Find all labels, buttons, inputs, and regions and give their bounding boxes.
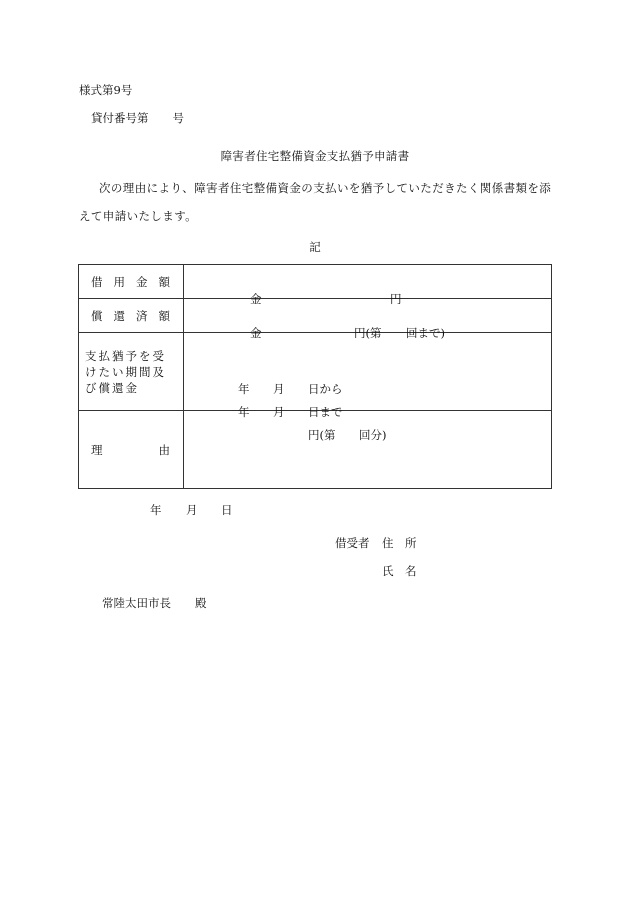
addressee: 常陸太田市長 (102, 596, 171, 610)
deferral-field[interactable] (184, 333, 552, 442)
loan-amount-field[interactable] (184, 265, 552, 306)
body-text-line-1: 次の理由により、障害者住宅整備資金の支払いを猶予していただきたく関係書類を添 (99, 181, 552, 195)
from-year: 年 (238, 381, 250, 396)
date-year: 年 (150, 503, 162, 517)
document-title: 障害者住宅整備資金支払猶予申請書 (220, 149, 410, 163)
label-reason: 理 由 (79, 411, 184, 489)
kin-label: 金 (250, 325, 262, 340)
loan-number-suffix: 号 (172, 111, 184, 125)
kai-made-label: 回まで) (406, 325, 445, 340)
table-row-repaid-amount (79, 299, 552, 333)
yen-dai-label: 円(第 (308, 427, 336, 442)
body-text-line-2: えて申請いたします。 (79, 209, 198, 223)
borrower-name-label: 氏 名 (382, 564, 417, 578)
date-month: 月 (186, 503, 198, 517)
borrower-address-label: 住 所 (382, 536, 417, 550)
from-month: 月 (273, 381, 285, 396)
to-day: 日まで (308, 404, 343, 419)
reason-field[interactable] (184, 411, 552, 489)
table-row-deferral (79, 333, 552, 411)
loan-number-line (91, 110, 184, 126)
yen-dai-label: 円(第 (354, 325, 382, 340)
borrower-title: 借受者 (335, 536, 370, 550)
repaid-amount-field[interactable] (184, 299, 552, 340)
table-row-loan-amount (79, 265, 552, 299)
to-year: 年 (238, 404, 250, 419)
label-repaid-amount: 償 還 済 額 (79, 299, 184, 333)
kai-bun-label: 回分) (359, 427, 387, 442)
ki-heading: 記 (309, 240, 321, 254)
table-row-reason (79, 411, 552, 489)
yen-label: 円 (390, 291, 402, 306)
application-table (78, 264, 552, 489)
form-number: 様式第9号 (79, 83, 133, 97)
from-day: 日から (308, 381, 343, 396)
to-month: 月 (273, 404, 285, 419)
date-day: 日 (221, 503, 233, 517)
addressee-honorific: 殿 (195, 596, 207, 610)
kin-label: 金 (250, 291, 262, 306)
loan-number-prefix: 貸付番号第 (91, 111, 149, 125)
label-loan-amount: 借 用 金 額 (79, 265, 184, 299)
label-deferral-period: 支払猶予を受けたい期間及び償還金 (79, 333, 184, 411)
